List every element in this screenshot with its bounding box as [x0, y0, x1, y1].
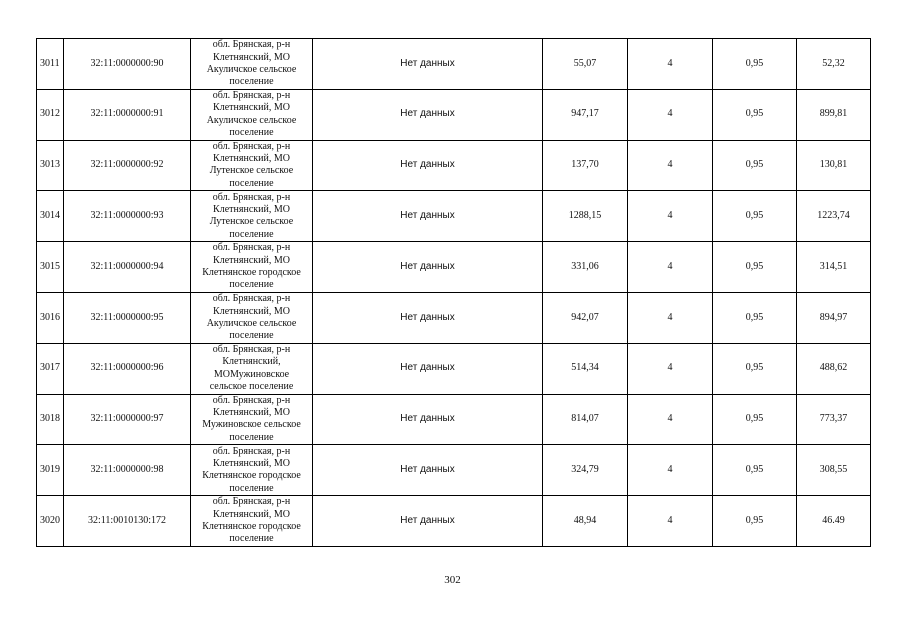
cadastral-number-cell: 32:11:0010130:172 [64, 496, 191, 547]
category-cell: 4 [628, 292, 713, 343]
status-cell: Нет данных [313, 496, 543, 547]
row-number-cell: 3015 [37, 242, 64, 293]
address-line: Клетнянский, МО [213, 254, 290, 266]
address-line: обл. Брянская, р-н [212, 344, 291, 356]
address-line: поселение [229, 533, 274, 545]
address-line: сельское поселение [209, 380, 294, 392]
area-cell: 942,07 [543, 292, 628, 343]
address-line: обл. Брянская, р-н [212, 293, 291, 305]
table-row [37, 89, 871, 140]
address-line: Клетнянский, МО [213, 457, 290, 469]
row-number-cell: 3011 [37, 39, 64, 90]
coefficient-cell: 0,95 [713, 343, 797, 394]
area-cell: 48,94 [543, 496, 628, 547]
status-cell: Нет данных [313, 292, 543, 343]
address-line: Акуличское сельское [206, 317, 297, 329]
status-cell: Нет данных [313, 89, 543, 140]
address-line: поселение [229, 330, 274, 342]
address-cell [191, 445, 313, 496]
address-cell [191, 343, 313, 394]
category-cell: 4 [628, 191, 713, 242]
address-line: Акуличское сельское [206, 63, 297, 75]
area-cell: 324,79 [543, 445, 628, 496]
address-line: обл. Брянская, р-н [212, 394, 291, 406]
address-cell [191, 496, 313, 547]
row-number-cell: 3013 [37, 140, 64, 191]
category-cell: 4 [628, 39, 713, 90]
address-cell [191, 292, 313, 343]
address-line: Клетнянский, МО [213, 407, 290, 419]
row-number-cell: 3016 [37, 292, 64, 343]
address-line: Клетнянское городское [202, 521, 301, 533]
category-cell: 4 [628, 343, 713, 394]
address-cell [191, 394, 313, 445]
category-cell: 4 [628, 445, 713, 496]
address-line: поселение [229, 431, 274, 443]
address-line: Лутенское сельское [209, 165, 294, 177]
row-number-cell: 3012 [37, 89, 64, 140]
address-line: поселение [229, 228, 274, 240]
address-line: обл. Брянская, р-н [212, 242, 291, 254]
address-line: Акуличское сельское [206, 114, 297, 126]
coefficient-cell: 0,95 [713, 496, 797, 547]
table-row [37, 394, 871, 445]
value-cell: 314,51 [797, 242, 871, 293]
cadastral-number-cell: 32:11:0000000:92 [64, 140, 191, 191]
address-line: обл. Брянская, р-н [212, 496, 291, 508]
address-line: обл. Брянская, р-н [212, 90, 291, 102]
cadastral-number-cell: 32:11:0000000:97 [64, 394, 191, 445]
coefficient-cell: 0,95 [713, 445, 797, 496]
cadastral-number-cell: 32:11:0000000:91 [64, 89, 191, 140]
status-cell: Нет данных [313, 445, 543, 496]
area-cell: 947,17 [543, 89, 628, 140]
category-cell: 4 [628, 140, 713, 191]
area-cell: 137,70 [543, 140, 628, 191]
cadastral-number-cell: 32:11:0000000:95 [64, 292, 191, 343]
table-row [37, 292, 871, 343]
address-line: поселение [229, 126, 274, 138]
category-cell: 4 [628, 242, 713, 293]
coefficient-cell: 0,95 [713, 242, 797, 293]
status-cell: Нет данных [313, 140, 543, 191]
value-cell: 130,81 [797, 140, 871, 191]
table-row [37, 140, 871, 191]
address-line: Мужиновское сельское [202, 419, 301, 431]
row-number-cell: 3019 [37, 445, 64, 496]
address-cell [191, 140, 313, 191]
value-cell: 308,55 [797, 445, 871, 496]
table-row [37, 39, 871, 90]
address-line: обл. Брянская, р-н [212, 39, 291, 51]
address-cell [191, 242, 313, 293]
address-line: Клетнянский, МО [213, 203, 290, 215]
address-line: Клетнянское городское [202, 267, 301, 279]
address-line: поселение [229, 177, 274, 189]
address-line: Клетнянский, МО [213, 305, 290, 317]
page-number: 302 [444, 574, 461, 586]
table-row [37, 496, 871, 547]
area-cell: 331,06 [543, 242, 628, 293]
status-cell: Нет данных [313, 394, 543, 445]
status-cell: Нет данных [313, 39, 543, 90]
address-line: поселение [229, 279, 274, 291]
address-line: Клетнянский, МО [213, 102, 290, 114]
table-row [37, 242, 871, 293]
status-cell: Нет данных [313, 242, 543, 293]
area-cell: 55,07 [543, 39, 628, 90]
address-line: Клетнянский, МО [213, 508, 290, 520]
address-line: поселение [229, 76, 274, 88]
row-number-cell: 3014 [37, 191, 64, 242]
row-number-cell: 3020 [37, 496, 64, 547]
address-line: Лутенское сельское [209, 216, 294, 228]
address-line: МОМужиновское [213, 368, 290, 380]
table-row [37, 445, 871, 496]
address-cell [191, 89, 313, 140]
coefficient-cell: 0,95 [713, 140, 797, 191]
cadastral-number-cell: 32:11:0000000:96 [64, 343, 191, 394]
status-cell: Нет данных [313, 191, 543, 242]
value-cell: 894,97 [797, 292, 871, 343]
coefficient-cell: 0,95 [713, 89, 797, 140]
value-cell: 46.49 [797, 496, 871, 547]
coefficient-cell: 0,95 [713, 191, 797, 242]
table-row [37, 191, 871, 242]
cadastral-number-cell: 32:11:0000000:93 [64, 191, 191, 242]
address-cell [191, 191, 313, 242]
cadastral-value-table [36, 38, 871, 547]
address-line: Клетнянский, МО [213, 153, 290, 165]
cadastral-number-cell: 32:11:0000000:90 [64, 39, 191, 90]
area-cell: 514,34 [543, 343, 628, 394]
value-cell: 773,37 [797, 394, 871, 445]
address-line: Клетнянский, [222, 356, 281, 368]
coefficient-cell: 0,95 [713, 39, 797, 90]
value-cell: 52,32 [797, 39, 871, 90]
address-line: поселение [229, 482, 274, 494]
value-cell: 488,62 [797, 343, 871, 394]
area-cell: 814,07 [543, 394, 628, 445]
category-cell: 4 [628, 496, 713, 547]
cadastral-number-cell: 32:11:0000000:94 [64, 242, 191, 293]
address-cell [191, 39, 313, 90]
address-line: Клетнянский, МО [213, 51, 290, 63]
cadastral-number-cell: 32:11:0000000:98 [64, 445, 191, 496]
row-number-cell: 3017 [37, 343, 64, 394]
address-line: Клетнянское городское [202, 470, 301, 482]
coefficient-cell: 0,95 [713, 292, 797, 343]
category-cell: 4 [628, 89, 713, 140]
status-cell: Нет данных [313, 343, 543, 394]
address-line: обл. Брянская, р-н [212, 191, 291, 203]
row-number-cell: 3018 [37, 394, 64, 445]
category-cell: 4 [628, 394, 713, 445]
area-cell: 1288,15 [543, 191, 628, 242]
value-cell: 899,81 [797, 89, 871, 140]
coefficient-cell: 0,95 [713, 394, 797, 445]
table-body [37, 39, 871, 547]
address-line: обл. Брянская, р-н [212, 140, 291, 152]
table-row [37, 343, 871, 394]
value-cell: 1223,74 [797, 191, 871, 242]
address-line: обл. Брянская, р-н [212, 445, 291, 457]
